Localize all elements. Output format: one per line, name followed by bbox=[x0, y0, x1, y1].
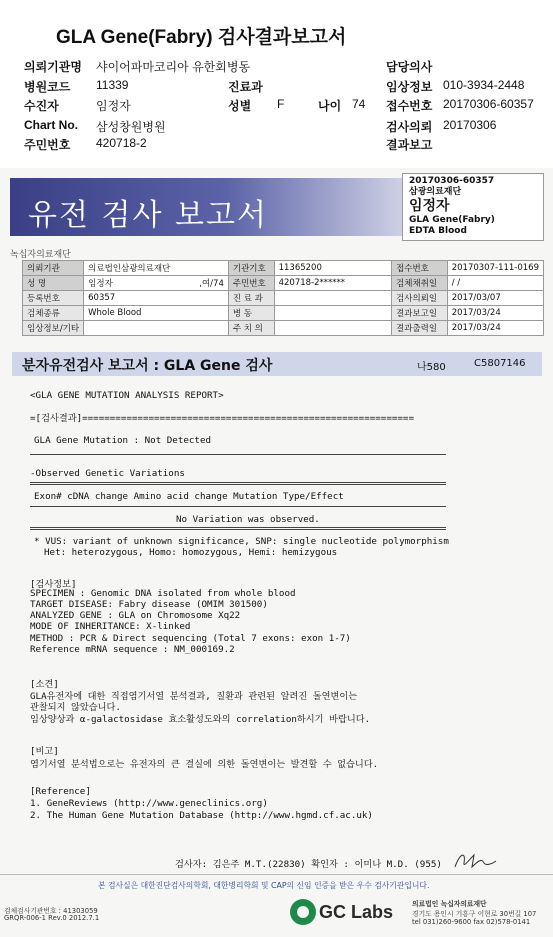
label-lab: 삼광의료재단 bbox=[409, 187, 462, 197]
accreditation-notice: 본 검사실은 대한진단검사의학회, 대한병리학회 및 CAP의 신임 인증을 받은 우수 검사기관입니다. bbox=[98, 881, 430, 890]
divider bbox=[30, 454, 446, 455]
info-header: 검체채취일 bbox=[392, 276, 448, 291]
label-specimen: EDTA Blood bbox=[409, 226, 467, 236]
info-value: 60357 bbox=[84, 291, 229, 306]
remarks-line: 염기서열 분석법으로는 유전자의 큰 결실에 의한 돌연변이는 발견할 수 없습니다. bbox=[30, 759, 379, 770]
opinion-line: 관찰되지 않았습니다. bbox=[30, 702, 121, 713]
institution-value: 샤이어파마코리아 유한회병동 bbox=[96, 60, 251, 74]
info-header: 검체종류 bbox=[23, 306, 84, 321]
report-heading: <GLA GENE MUTATION ANALYSIS REPORT> bbox=[30, 390, 224, 401]
info-header: 주 치 의 bbox=[228, 321, 274, 336]
info-value: Whole Blood bbox=[84, 306, 229, 321]
test-info-line: Reference mRNA sequence : NM_000169.2 bbox=[30, 644, 235, 655]
resident-no-label: 주민번호 bbox=[24, 138, 71, 152]
info-value: / / bbox=[447, 276, 543, 291]
doctor-label: 담당의사 bbox=[386, 60, 433, 74]
signature-image bbox=[452, 849, 498, 871]
sex-label: 성별 bbox=[228, 99, 252, 113]
opinion-line: GLA유전자에 대한 직접염기서열 분석결과, 질환과 관련된 알려진 돌연변이는 bbox=[30, 691, 358, 702]
info-header: 병 동 bbox=[228, 306, 274, 321]
remarks-heading: [비고] bbox=[30, 746, 59, 757]
info-header: 접수번호 bbox=[392, 261, 448, 276]
info-value bbox=[274, 321, 391, 336]
reference-item: 1. GeneReviews (http://www.geneclinics.org) bbox=[30, 798, 268, 809]
info-header: 기관기호 bbox=[228, 261, 274, 276]
hospital-code-value: 11339 bbox=[96, 78, 129, 92]
test-info-line: ANALYZED GENE : GLA on Chromosome Xq22 bbox=[30, 610, 241, 621]
report-header bbox=[0, 0, 553, 165]
table-row bbox=[23, 321, 544, 336]
mutation-result: GLA Gene Mutation : Not Detected bbox=[34, 435, 212, 446]
info-header: 임상정보/기타 bbox=[23, 321, 84, 336]
sex-value: F bbox=[277, 97, 285, 111]
info-header: 결과보고일 bbox=[392, 306, 448, 321]
form-code: GRQR-006-1 Rev.0 2012.7.1 bbox=[4, 914, 100, 922]
age-label: 나이 bbox=[318, 99, 342, 113]
banner-title: 유전 검사 보고서 bbox=[28, 198, 268, 233]
patient-info-table bbox=[22, 260, 544, 336]
table-row bbox=[23, 276, 544, 291]
reference-item: 2. The Human Gene Mutation Database (http://www.hgmd.cf.ac.uk) bbox=[30, 810, 373, 821]
report-label: 결과보고 bbox=[386, 138, 433, 152]
divider bbox=[30, 527, 446, 530]
receiver-label: 수진자 bbox=[24, 99, 59, 113]
foundation-contact: tel 031)260-9600 fax 02)578-0141 bbox=[412, 918, 531, 926]
lab-registration-no: 검체검사기관번호 : 41303059 bbox=[4, 907, 98, 915]
abbrev-note-1: * VUS: variant of unknown significance, SNP: single nucleotide polymorphism bbox=[34, 536, 449, 547]
info-value bbox=[274, 291, 391, 306]
request-date-value: 20170306 bbox=[443, 118, 497, 132]
divider bbox=[30, 482, 446, 485]
resident-no-value: 420718-2 bbox=[96, 136, 147, 150]
opinion-line: 임상양상과 α-galactosidase 효소활성도와의 correlation하시기 바랍니다. bbox=[30, 714, 371, 725]
info-value: 11365200 bbox=[274, 261, 391, 276]
info-value bbox=[84, 321, 229, 336]
info-header: 성 명 bbox=[23, 276, 84, 291]
chart-no-value: 삼성창원병원 bbox=[96, 120, 166, 134]
info-header: 주민번호 bbox=[228, 276, 274, 291]
variations-columns: Exon# cDNA change Amino acid change Mutation Type/Effect bbox=[34, 491, 344, 502]
opinion-heading: [소견] bbox=[30, 679, 59, 690]
info-header: 진 료 과 bbox=[228, 291, 274, 306]
info-value: 2017/03/24 bbox=[447, 306, 543, 321]
gc-labs-logo bbox=[290, 899, 393, 925]
info-value bbox=[84, 276, 229, 291]
test-info-heading: [검사정보] bbox=[30, 579, 77, 590]
info-header: 등록번호 bbox=[23, 291, 84, 306]
info-value: 20170307-111-0169 bbox=[447, 261, 543, 276]
info-header: 의뢰기관 bbox=[23, 261, 84, 276]
specimen-label bbox=[402, 173, 544, 241]
report-banner bbox=[10, 178, 405, 236]
table-row bbox=[23, 306, 544, 321]
receipt-no-label: 접수번호 bbox=[386, 99, 433, 113]
label-receipt-no: 20170306-60357 bbox=[409, 176, 495, 186]
section-title: 분자유전검사 보고서 : GLA Gene 검사 bbox=[22, 358, 273, 374]
test-info-line: MODE OF INHERITANCE: X-linked bbox=[30, 621, 191, 632]
divider bbox=[0, 874, 553, 875]
info-value: 420718-2****** bbox=[274, 276, 391, 291]
institution-label: 의뢰기관명 bbox=[24, 60, 82, 74]
receipt-no-value: 20170306-60357 bbox=[443, 97, 534, 111]
table-row bbox=[23, 291, 544, 306]
info-value bbox=[274, 306, 391, 321]
gc-logo-text: GC Labs bbox=[319, 901, 394, 922]
table-row bbox=[23, 261, 544, 276]
page-title: GLA Gene(Fabry) 검사결과보고서 bbox=[56, 27, 347, 48]
section-code: 나580 bbox=[417, 362, 446, 373]
info-value: 2017/03/24 bbox=[447, 321, 543, 336]
clinic-label: 진료과 bbox=[228, 80, 263, 94]
chart-no-label: Chart No. bbox=[24, 118, 78, 132]
abbrev-note-2: Het: heterozygous, Homo: homozygous, Hemi: hemizygous bbox=[44, 547, 338, 558]
receiver-value: 임정자 bbox=[96, 99, 131, 113]
contact-label: 임상정보 bbox=[386, 80, 433, 94]
variations-heading: -Observed Genetic Variations bbox=[30, 468, 185, 479]
contact-value: 010-3934-2448 bbox=[443, 78, 525, 92]
request-date-label: 검사의뢰 bbox=[386, 120, 433, 134]
section-number: C5807146 bbox=[474, 358, 526, 369]
foundation-address: 경기도 용인시 기흥구 이현로 30번길 107 bbox=[412, 910, 537, 918]
info-header: 결과출력일 bbox=[392, 321, 448, 336]
foundation-name: 의료법인 녹십자의료재단 bbox=[412, 900, 487, 908]
test-info-line: SPECIMEN : Genomic DNA isolated from whole blood bbox=[30, 588, 296, 599]
gc-logo-icon bbox=[290, 899, 316, 925]
patient-name: 임정자 bbox=[88, 279, 113, 289]
info-value: 2017/03/07 bbox=[447, 291, 543, 306]
variations-empty: No Variation was observed. bbox=[176, 514, 320, 525]
patient-sex-age: ,여/74 bbox=[199, 279, 224, 289]
info-header: 검사의뢰일 bbox=[392, 291, 448, 306]
label-patient: 임정자 bbox=[409, 198, 450, 214]
label-test: GLA Gene(Fabry) bbox=[409, 215, 495, 225]
section-header bbox=[12, 352, 542, 376]
info-value: 의료법인삼광의료재단 bbox=[84, 261, 229, 276]
divider bbox=[30, 506, 446, 507]
test-info-line: TARGET DISEASE: Fabry disease (OMIM 301500) bbox=[30, 599, 268, 610]
age-value: 74 bbox=[352, 97, 366, 111]
result-section-header: =[검사결과]============================================================ bbox=[30, 413, 414, 424]
signers: 검사자: 김은주 M.T.(22830) 확인자 : 이미나 M.D. (955) bbox=[175, 859, 442, 870]
test-info-line: METHOD : PCR & Direct sequencing (Total 7 exons: exon 1-7) bbox=[30, 633, 351, 644]
scanned-report bbox=[0, 168, 553, 937]
lab-name: 녹십자의료재단 bbox=[10, 250, 71, 260]
reference-heading: [Reference] bbox=[30, 786, 91, 797]
hospital-code-label: 병원코드 bbox=[24, 80, 71, 94]
